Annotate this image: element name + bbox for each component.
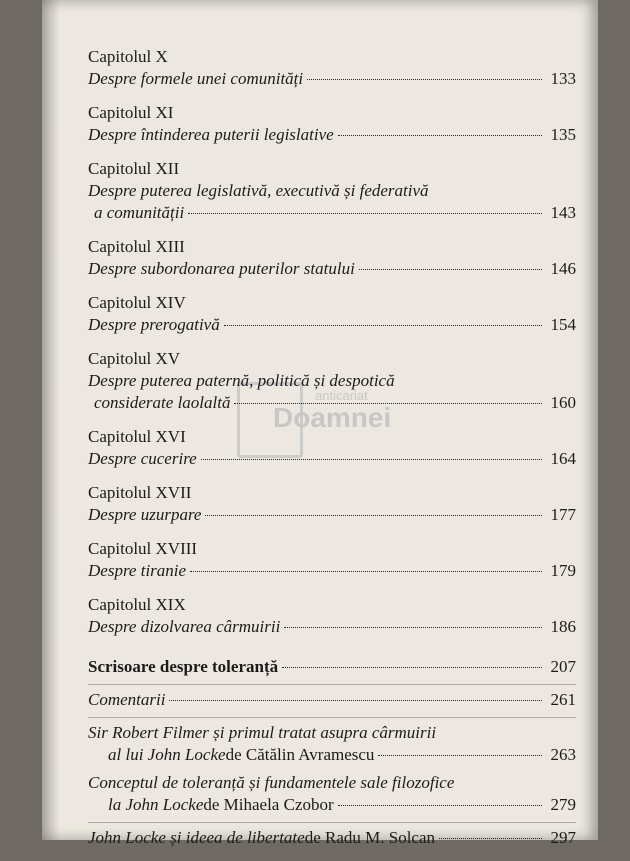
- toc-entry-xviii: [88, 538, 576, 582]
- toc-entry-essay-1: [88, 722, 576, 766]
- toc-line: [88, 504, 576, 526]
- toc-entry-letter: [88, 656, 576, 678]
- toc-entry-xvii: [88, 482, 576, 526]
- toc-line: [88, 560, 576, 582]
- leader-dots: [224, 325, 542, 326]
- page-number: 160: [550, 393, 576, 412]
- page-number: 154: [550, 315, 576, 334]
- leader-dots: [307, 79, 542, 80]
- toc-entry-xiv: [88, 292, 576, 336]
- divider: [88, 684, 576, 685]
- leader-dots: [190, 571, 542, 572]
- chapter-label: Capitolul XIV: [88, 293, 186, 312]
- toc-entry-xii: [88, 158, 576, 224]
- comments-title: Comentarii: [88, 690, 166, 709]
- essay-title-line2: la John Locke: [108, 795, 204, 814]
- essay-title-line1: Sir Robert Filmer și primul tratat asupra cârmuirii: [88, 723, 437, 742]
- toc-entry-xv: [88, 348, 576, 414]
- page-number: 143: [550, 203, 576, 222]
- table-of-contents: [88, 46, 576, 861]
- toc-entry-essay-3: [88, 827, 576, 849]
- leader-dots: [284, 627, 542, 628]
- page-number: 186: [550, 617, 576, 636]
- chapter-title: Despre formele unei comunități: [88, 69, 304, 88]
- chapter-title: Despre dizolvarea cârmuirii: [88, 617, 281, 636]
- leader-dots: [188, 213, 542, 214]
- divider: [88, 822, 576, 823]
- essay-title-line2: al lui John Locke: [108, 745, 226, 764]
- chapter-title: Despre subordonarea puterilor statului: [88, 259, 355, 278]
- page-number: 279: [550, 795, 576, 814]
- chapter-title-line2: considerate laolaltă: [94, 393, 231, 412]
- chapter-label: Capitolul XVIII: [88, 539, 198, 558]
- leader-dots: [439, 838, 542, 839]
- chapter-title-line1: Despre puterea legislativă, executivă și federativă: [88, 181, 429, 200]
- chapter-label: Capitolul XVII: [88, 483, 192, 502]
- toc-line: [88, 180, 576, 202]
- toc-line: [88, 258, 576, 280]
- page-number: 179: [550, 561, 576, 580]
- toc-line: [88, 124, 576, 146]
- leader-dots: [234, 403, 542, 404]
- chapter-label: Capitolul XIII: [88, 237, 185, 256]
- toc-line: [88, 202, 576, 224]
- chapter-title: Despre întinderea puterii legislative: [88, 125, 334, 144]
- toc-entry-xix: [88, 594, 576, 638]
- essay-author: de Mihaela Czobor: [203, 795, 334, 814]
- chapter-title: Despre prerogativă: [88, 315, 220, 334]
- chapter-label: Capitolul XV: [88, 349, 181, 368]
- divider: [88, 717, 576, 718]
- page-number: 263: [550, 745, 576, 764]
- leader-dots: [338, 805, 542, 806]
- toc-entry-x: [88, 46, 576, 90]
- toc-line: [88, 722, 576, 744]
- toc-line: [88, 772, 576, 794]
- toc-line: [88, 448, 576, 470]
- toc-line: [88, 656, 576, 678]
- chapter-label: Capitolul XIX: [88, 595, 186, 614]
- leader-dots: [169, 700, 542, 701]
- chapter-label: Capitolul X: [88, 47, 168, 66]
- toc-line: [88, 392, 576, 414]
- leader-dots: [282, 667, 542, 668]
- page-number: 146: [550, 259, 576, 278]
- leader-dots: [378, 755, 542, 756]
- chapter-title: Despre cucerire: [88, 449, 197, 468]
- page-number: 135: [550, 125, 576, 144]
- toc-line: [88, 794, 576, 816]
- toc-entry-xiii: [88, 236, 576, 280]
- page-number: 207: [550, 657, 576, 676]
- page-number: 133: [550, 69, 576, 88]
- chapter-title-line1: Despre puterea paternă, politică și despotică: [88, 371, 395, 390]
- chapter-label: Capitolul XII: [88, 159, 180, 178]
- toc-entry-essay-2: [88, 772, 576, 816]
- spine-shadow: [42, 0, 60, 840]
- toc-entry-comments: [88, 689, 576, 711]
- chapter-label: Capitolul XI: [88, 103, 174, 122]
- toc-line: [88, 827, 576, 849]
- chapter-title-line2: a comunității: [94, 203, 185, 222]
- toc-line: [88, 616, 576, 638]
- watermark-small-text: anticariat: [315, 388, 368, 403]
- leader-dots: [201, 459, 542, 460]
- essay-title-line1: Conceptul de toleranță și fundamentele sale filozofice: [88, 773, 455, 792]
- toc-line: [88, 68, 576, 90]
- page-number: 177: [550, 505, 576, 524]
- page-number: 261: [550, 690, 576, 709]
- leader-dots: [205, 515, 542, 516]
- essay-author: de Cătălin Avramescu: [225, 745, 375, 764]
- page-number: 164: [550, 449, 576, 468]
- page-number: 297: [550, 828, 576, 847]
- toc-entry-xvi: [88, 426, 576, 470]
- toc-entry-xi: [88, 102, 576, 146]
- essay-title: John Locke și ideea de libertate: [88, 828, 305, 847]
- essay-author: de Radu M. Solcan: [304, 828, 436, 847]
- book-page: [42, 0, 598, 847]
- letter-title: Scrisoare despre toleranță: [88, 657, 279, 676]
- leader-dots: [359, 269, 542, 270]
- watermark-big-text: Doamnei: [273, 402, 392, 433]
- chapter-title: Despre uzurpare: [88, 505, 202, 524]
- chapter-title: Despre tiranie: [88, 561, 187, 580]
- leader-dots: [338, 135, 542, 136]
- chapter-label: Capitolul XVI: [88, 427, 186, 446]
- toc-line: [88, 744, 576, 766]
- toc-line: [88, 314, 576, 336]
- toc-line: [88, 689, 576, 711]
- toc-line: [88, 370, 576, 392]
